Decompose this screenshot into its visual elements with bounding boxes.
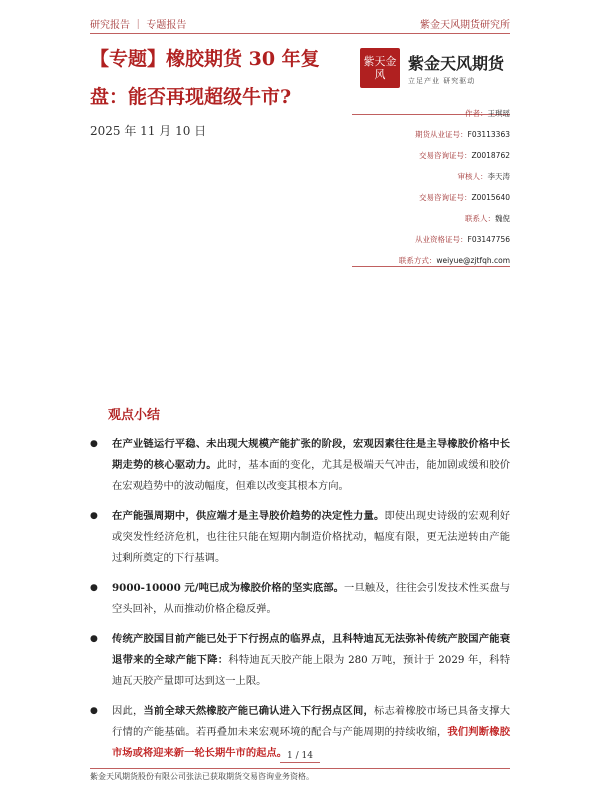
info-row — [330, 187, 510, 208]
list-item — [90, 434, 510, 497]
bullet-bold: 传统产胶国目前产能已处于下行拐点的临界点，且科特迪瓦无法弥补传统产胶国产能衰退带来的全球产能下降： — [112, 633, 510, 666]
bullet-bold: 在产业链运行平稳、未出现大规模产能扩张的阶段，宏观因素往往是主导橡胶价格中长期走势的核心驱动力。 — [112, 438, 510, 471]
summary-list — [90, 434, 510, 773]
info-label: 交易咨询证号： — [418, 193, 472, 202]
report-date: 2025 年 11 月 10 日 — [90, 124, 207, 138]
section-title: 观点小结 — [108, 408, 161, 423]
header-left: 研究报告 ｜ 专题报告 — [90, 20, 187, 31]
info-value: F03147756 — [467, 235, 510, 244]
bullet-text: 因此， — [112, 705, 144, 717]
report-title: 【专题】橡胶期货 30 年复盘：能否再现超级牛市? — [90, 48, 320, 108]
info-row — [330, 250, 510, 271]
info-value: F03113363 — [467, 130, 510, 139]
bullet-bold: 在产能强周期中，供应端才是主导胶价趋势的决定性力量。 — [112, 510, 385, 522]
contact-email[interactable]: weiyue@zjtfqh.com — [436, 256, 510, 265]
bullet-bold: 9000-10000 元/吨已成为橡胶价格的坚实底部。 — [112, 582, 344, 594]
logo-tagline: 立足产业 研究驱动 — [408, 76, 476, 85]
page-number-underline — [280, 762, 320, 763]
page-number: 1 / 14 — [287, 751, 313, 761]
info-row — [330, 103, 510, 124]
list-item — [90, 506, 510, 569]
bullet-text: 一旦触及，往往会引发技术性买盘与空头回补，从而推动价格企稳反弹。 — [112, 582, 510, 615]
info-value: 魏倪 — [495, 214, 510, 223]
info-value: 李天涛 — [487, 172, 510, 181]
list-item — [90, 629, 510, 692]
info-row — [330, 145, 510, 166]
logo-seal: 紫天金风 — [360, 48, 400, 88]
info-row — [330, 166, 510, 187]
footer-disclaimer: 紫金天风期货股份有限公司张法已获取期货交易咨询业务资格。 — [90, 772, 314, 781]
bullet-text: 科特迪瓦天胶产能上限为 280 万吨，预计于 2029 年，科特迪瓦天胶产量即可达到这一上限。 — [112, 654, 510, 687]
info-row — [330, 124, 510, 145]
info-label: 期货从业证号： — [415, 130, 468, 139]
bullet-text: 标志着橡胶市场已具备支撑大行情的产能基础。若再叠加未来宏观环境的配合与产能周期的持续收缩， — [112, 705, 511, 738]
company-logo — [360, 44, 510, 92]
info-label: 从业资格证号： — [415, 235, 468, 244]
info-label: 联系人： — [465, 214, 495, 223]
info-label: 联系方式： — [398, 256, 437, 265]
bullet-text: 即使出现史诗级的宏观利好或突发性经济危机，也往往只能在短期内制造价格扰动，幅度有限，更无法逆转由产能过剩所奠定的下行基调。 — [112, 510, 511, 564]
header-right: 紫金天风期货研究所 — [420, 20, 510, 31]
info-label: 审核人： — [457, 172, 488, 181]
logo-name: 紫金天风期货 — [408, 53, 505, 73]
info-row — [330, 229, 510, 250]
list-item — [90, 578, 510, 620]
footer-divider — [90, 768, 510, 769]
header-divider — [90, 33, 510, 34]
info-label: 作者： — [465, 109, 488, 118]
info-value: Z0015640 — [471, 193, 510, 202]
info-value: Z0018762 — [471, 151, 510, 160]
bullet-bold: 当前全球天然橡胶产能已确认进入下行拐点区间， — [143, 705, 374, 717]
bullet-conclusion: 我们判断橡胶市场或将迎来新一轮长期牛市的起点。 — [112, 726, 511, 759]
author-info — [330, 103, 510, 271]
bullet-text: 此时，基本面的变化，尤其是极端天气冲击，能加剧或缓和胶价在宏观趋势中的波动幅度，但难以改变其根本方向。 — [112, 459, 511, 492]
page-header — [90, 16, 510, 32]
info-row — [330, 208, 510, 229]
info-label: 交易咨询证号： — [418, 151, 472, 160]
info-divider — [352, 266, 510, 267]
info-value: 王琪瑶 — [487, 109, 510, 118]
